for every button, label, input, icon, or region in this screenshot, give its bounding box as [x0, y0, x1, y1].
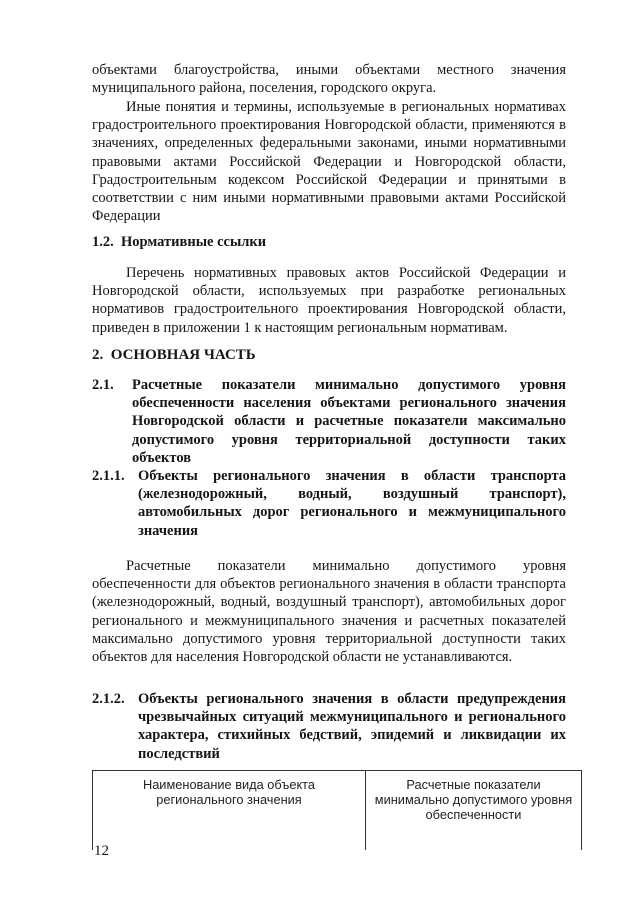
table-header-object-type: Наименование вида объекта регионального значения — [93, 771, 366, 851]
heading-text: Объекты регионального значения в области транспорта (железнодорожный, водный, воздушный транспорт), автомобильных дорог регионального и межмуниципального значения — [138, 468, 566, 539]
heading-number: 2. — [92, 347, 104, 363]
heading-text: Объекты регионального значения в области предупреждения чрезвычайных ситуаций межмуниципального и регионального характера, стихийных бедствий, эпидемий и ликвидации их последствий — [138, 691, 566, 762]
paragraph-terms: Иные понятия и термины, используемые в региональных нормативах градостроительного проектирования Новгородской области, применяются в значениях, определенных федеральными законами, иными нормативными правовыми актами Российской Федерации и Новгородской области, Градостроительным кодексом Российской Федерации и принятыми в соответствии с ним иными нормативными правовыми актами Российской Федерации — [92, 99, 566, 225]
heading-text: Нормативные ссылки — [121, 234, 267, 250]
paragraph-continuation: объектами благоустройства, иными объектами местного значения муниципального района, поселения, городского округа. — [92, 62, 566, 97]
heading-2-1-2 — [92, 690, 566, 763]
norms-table — [92, 770, 582, 850]
heading-number: 2.1.2. — [92, 691, 125, 707]
table-header-indicators: Расчетные показатели минимально допустимого уровня обеспеченности — [366, 771, 582, 851]
heading-number: 1.2. — [92, 234, 114, 250]
heading-1-2 — [92, 233, 566, 251]
heading-text: Расчетные показатели минимально допустимого уровня обеспеченности населения объектами регионального значения Новгородской области и расчетные показатели максимально допустимого уровня территориальной доступности таких объектов — [132, 377, 566, 466]
heading-2-1-1 — [92, 467, 566, 540]
heading-2-1 — [92, 376, 566, 467]
page-number: 12 — [94, 843, 109, 859]
heading-2 — [92, 346, 566, 364]
heading-number: 2.1.1. — [92, 468, 125, 484]
table-header-row — [93, 771, 582, 851]
heading-text: ОСНОВНАЯ ЧАСТЬ — [110, 347, 256, 363]
heading-number: 2.1. — [92, 377, 114, 393]
paragraph-transport: Расчетные показатели минимально допустимого уровня обеспеченности для объектов регионального значения в области транспорта (железнодорожный, водный, воздушный транспорт), автомобильных дорог регионального и межмуниципального значения и расчетных показателей максимально допустимого уровня территориальной доступности таких объектов для населения Новгородской области не устанавливаются. — [92, 558, 566, 666]
paragraph-references: Перечень нормативных правовых актов Российской Федерации и Новгородской области, используемых при разработке региональных нормативов градостроительного проектирования Новгородской области, приведен в приложении 1 к настоящим региональным нормативам. — [92, 265, 566, 336]
